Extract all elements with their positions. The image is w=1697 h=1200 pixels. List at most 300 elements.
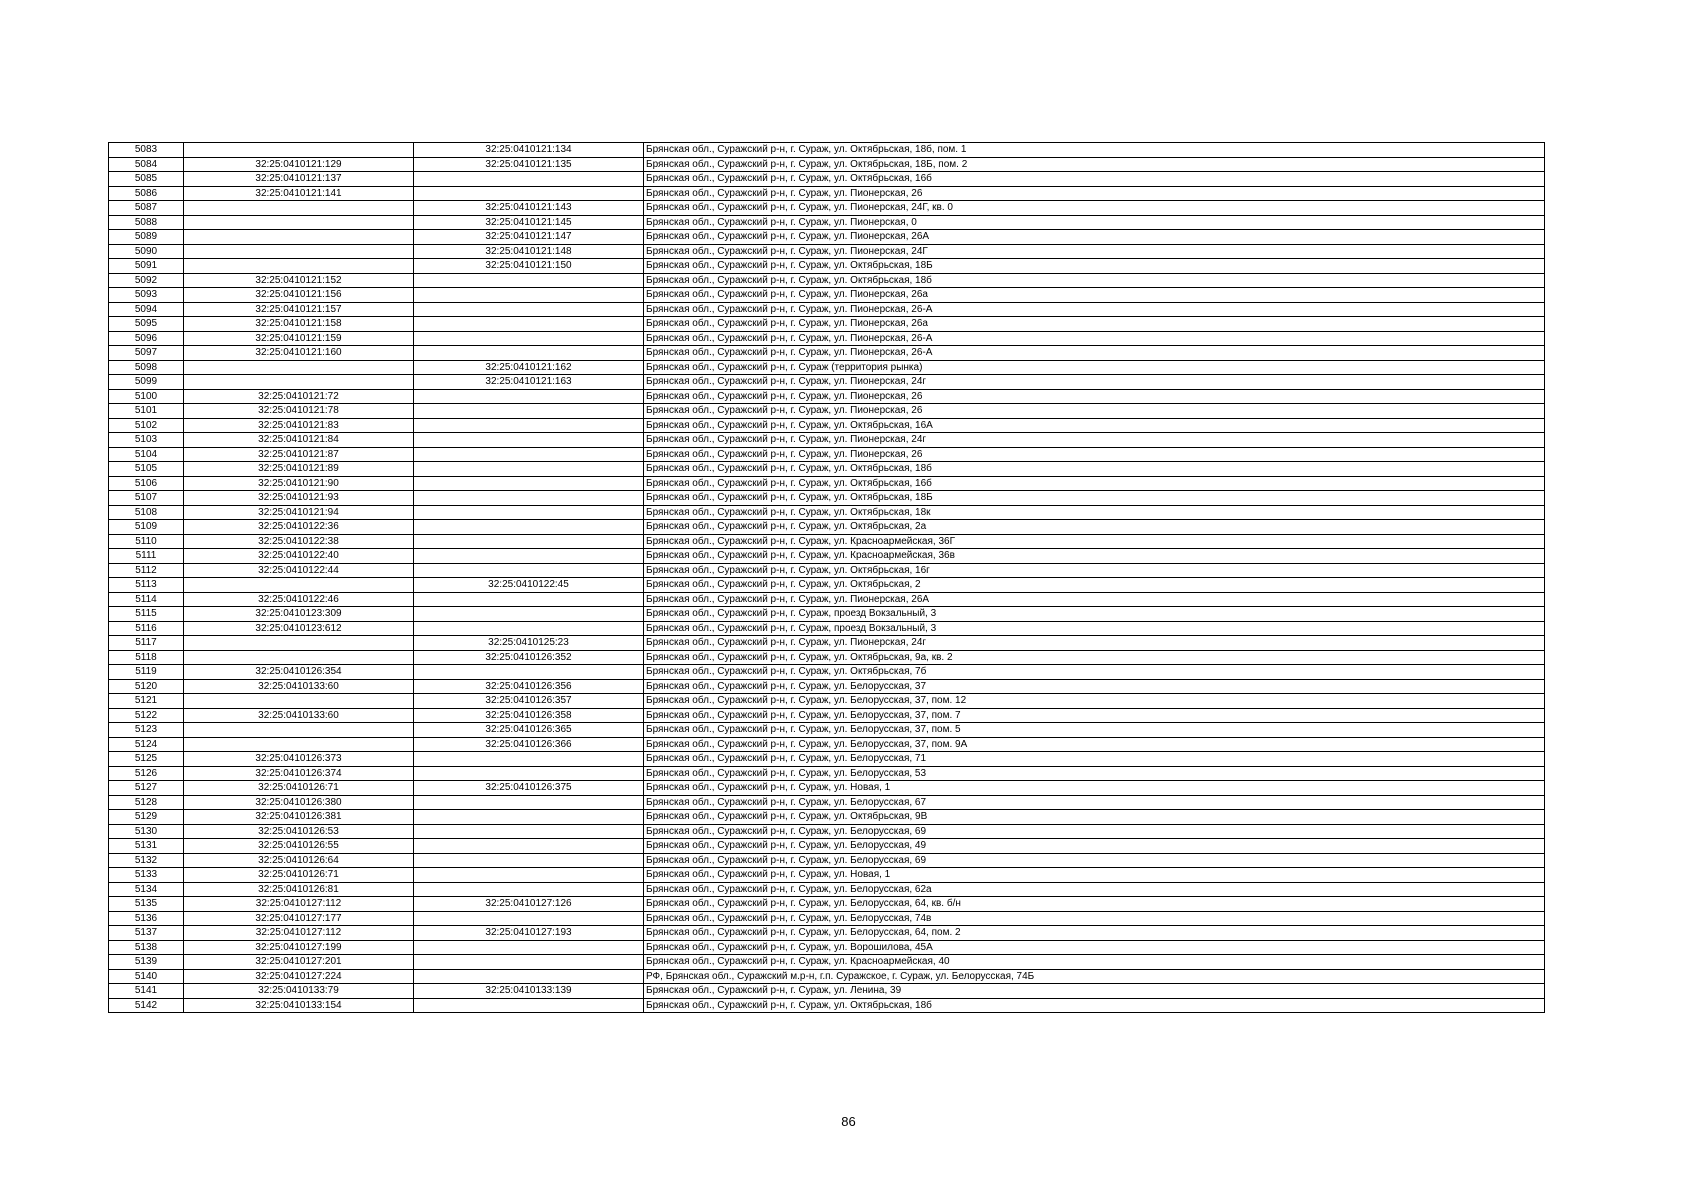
table-row <box>109 679 1545 694</box>
table-row <box>109 157 1545 172</box>
table-row <box>109 940 1545 955</box>
address-cell: Брянская обл., Суражский р-н, г. Сураж, ул. Пионерская, 26а <box>644 288 1545 303</box>
address-cell: Брянская обл., Суражский р-н, г. Сураж, ул. Белорусская, 53 <box>644 766 1545 781</box>
cadastral-number-cell: 32:25:0410133:60 <box>184 679 414 694</box>
building-number-cell <box>414 447 644 462</box>
cadastral-number-cell: 32:25:0410121:78 <box>184 404 414 419</box>
building-number-cell <box>414 824 644 839</box>
table-row <box>109 273 1545 288</box>
cadastral-number-cell: 32:25:0410126:53 <box>184 824 414 839</box>
table-row <box>109 853 1545 868</box>
row-number-cell: 5128 <box>109 795 184 810</box>
table-row <box>109 781 1545 796</box>
cadastral-number-cell: 32:25:0410121:83 <box>184 418 414 433</box>
row-number-cell: 5108 <box>109 505 184 520</box>
cadastral-number-cell: 32:25:0410121:93 <box>184 491 414 506</box>
table-row <box>109 607 1545 622</box>
address-cell: Брянская обл., Суражский р-н, г. Сураж, ул. Пионерская, 24г <box>644 375 1545 390</box>
cadastral-number-cell: 32:25:0410127:199 <box>184 940 414 955</box>
address-cell: Брянская обл., Суражский р-н, г. Сураж, ул. Октябрьская, 9а, кв. 2 <box>644 650 1545 665</box>
row-number-cell: 5083 <box>109 143 184 158</box>
building-number-cell <box>414 868 644 883</box>
table-row <box>109 186 1545 201</box>
row-number-cell: 5121 <box>109 694 184 709</box>
table-row <box>109 288 1545 303</box>
row-number-cell: 5122 <box>109 708 184 723</box>
row-number-cell: 5124 <box>109 737 184 752</box>
address-cell: Брянская обл., Суражский р-н, г. Сураж, ул. Пионерская, 26-А <box>644 302 1545 317</box>
cadastral-number-cell: 32:25:0410121:72 <box>184 389 414 404</box>
cadastral-number-cell: 32:25:0410127:177 <box>184 911 414 926</box>
cadastral-number-cell: 32:25:0410121:94 <box>184 505 414 520</box>
table-row <box>109 476 1545 491</box>
address-cell: Брянская обл., Суражский р-н, г. Сураж, ул. Белорусская, 71 <box>644 752 1545 767</box>
row-number-cell: 5134 <box>109 882 184 897</box>
table-row <box>109 737 1545 752</box>
table-row <box>109 578 1545 593</box>
address-cell: Брянская обл., Суражский р-н, г. Сураж, ул. Октябрьская, 18Б <box>644 491 1545 506</box>
address-cell: Брянская обл., Суражский р-н, г. Сураж, ул. Октябрьская, 16б <box>644 476 1545 491</box>
row-number-cell: 5113 <box>109 578 184 593</box>
registry-table <box>108 142 1545 1013</box>
cadastral-number-cell: 32:25:0410126:381 <box>184 810 414 825</box>
building-number-cell: 32:25:0410121:148 <box>414 244 644 259</box>
building-number-cell: 32:25:0410121:134 <box>414 143 644 158</box>
cadastral-number-cell: 32:25:0410122:38 <box>184 534 414 549</box>
table-row <box>109 505 1545 520</box>
cadastral-number-cell: 32:25:0410126:71 <box>184 781 414 796</box>
table-row <box>109 433 1545 448</box>
table-row <box>109 621 1545 636</box>
cadastral-number-cell: 32:25:0410127:224 <box>184 969 414 984</box>
building-number-cell: 32:25:0410121:150 <box>414 259 644 274</box>
building-number-cell <box>414 418 644 433</box>
table-row <box>109 795 1545 810</box>
cadastral-number-cell: 32:25:0410126:81 <box>184 882 414 897</box>
address-cell: Брянская обл., Суражский р-н, г. Сураж, ул. Пионерская, 26 <box>644 447 1545 462</box>
row-number-cell: 5111 <box>109 549 184 564</box>
table-row <box>109 244 1545 259</box>
address-cell: Брянская обл., Суражский р-н, г. Сураж, ул. Октябрьская, 18Б, пом. 2 <box>644 157 1545 172</box>
row-number-cell: 5117 <box>109 636 184 651</box>
table-row <box>109 592 1545 607</box>
address-cell: Брянская обл., Суражский р-н, г. Сураж, ул. Белорусская, 64, кв. б/н <box>644 897 1545 912</box>
row-number-cell: 5086 <box>109 186 184 201</box>
row-number-cell: 5092 <box>109 273 184 288</box>
building-number-cell <box>414 273 644 288</box>
cadastral-number-cell <box>184 201 414 216</box>
building-number-cell <box>414 853 644 868</box>
table-row <box>109 998 1545 1013</box>
cadastral-number-cell: 32:25:0410121:89 <box>184 462 414 477</box>
cadastral-number-cell: 32:25:0410121:87 <box>184 447 414 462</box>
building-number-cell <box>414 317 644 332</box>
table-row <box>109 201 1545 216</box>
address-cell: Брянская обл., Суражский р-н, г. Сураж, ул. Пионерская, 26-А <box>644 331 1545 346</box>
address-cell: Брянская обл., Суражский р-н, г. Сураж, ул. Октябрьская, 7б <box>644 665 1545 680</box>
row-number-cell: 5089 <box>109 230 184 245</box>
address-cell: Брянская обл., Суражский р-н, г. Сураж, ул. Белорусская, 62а <box>644 882 1545 897</box>
building-number-cell <box>414 955 644 970</box>
row-number-cell: 5094 <box>109 302 184 317</box>
building-number-cell <box>414 520 644 535</box>
cadastral-number-cell: 32:25:0410121:137 <box>184 172 414 187</box>
address-cell: Брянская обл., Суражский р-н, г. Сураж, ул. Октябрьская, 18к <box>644 505 1545 520</box>
cadastral-number-cell: 32:25:0410133:154 <box>184 998 414 1013</box>
address-cell: Брянская обл., Суражский р-н, г. Сураж, ул. Белорусская, 64, пом. 2 <box>644 926 1545 941</box>
row-number-cell: 5141 <box>109 984 184 999</box>
table-row <box>109 462 1545 477</box>
address-cell: Брянская обл., Суражский р-н, г. Сураж, ул. Пионерская, 26а <box>644 317 1545 332</box>
address-cell: Брянская обл., Суражский р-н, г. Сураж, ул. Октябрьская, 16А <box>644 418 1545 433</box>
cadastral-number-cell <box>184 230 414 245</box>
building-number-cell <box>414 969 644 984</box>
row-number-cell: 5114 <box>109 592 184 607</box>
cadastral-number-cell <box>184 244 414 259</box>
table-row <box>109 230 1545 245</box>
row-number-cell: 5129 <box>109 810 184 825</box>
table-row <box>109 317 1545 332</box>
address-cell: Брянская обл., Суражский р-н, г. Сураж, ул. Пионерская, 24г <box>644 636 1545 651</box>
table-row <box>109 969 1545 984</box>
address-cell: Брянская обл., Суражский р-н, г. Сураж, проезд Вокзальный, 3 <box>644 621 1545 636</box>
table-row <box>109 360 1545 375</box>
building-number-cell: 32:25:0410126:366 <box>414 737 644 752</box>
row-number-cell: 5125 <box>109 752 184 767</box>
table-row <box>109 708 1545 723</box>
cadastral-number-cell: 32:25:0410126:55 <box>184 839 414 854</box>
building-number-cell: 32:25:0410121:145 <box>414 215 644 230</box>
address-cell: Брянская обл., Суражский р-н, г. Сураж, ул. Белорусская, 69 <box>644 824 1545 839</box>
row-number-cell: 5084 <box>109 157 184 172</box>
row-number-cell: 5109 <box>109 520 184 535</box>
row-number-cell: 5091 <box>109 259 184 274</box>
row-number-cell: 5139 <box>109 955 184 970</box>
row-number-cell: 5116 <box>109 621 184 636</box>
building-number-cell <box>414 404 644 419</box>
building-number-cell: 32:25:0410126:352 <box>414 650 644 665</box>
building-number-cell: 32:25:0410122:45 <box>414 578 644 593</box>
address-cell: Брянская обл., Суражский р-н, г. Сураж, ул. Белорусская, 37, пом. 5 <box>644 723 1545 738</box>
cadastral-number-cell: 32:25:0410121:152 <box>184 273 414 288</box>
cadastral-number-cell <box>184 723 414 738</box>
row-number-cell: 5096 <box>109 331 184 346</box>
row-number-cell: 5090 <box>109 244 184 259</box>
building-number-cell <box>414 839 644 854</box>
table-row <box>109 694 1545 709</box>
address-cell: Брянская обл., Суражский р-н, г. Сураж, ул. Белорусская, 37, пом. 7 <box>644 708 1545 723</box>
building-number-cell <box>414 882 644 897</box>
building-number-cell: 32:25:0410121:162 <box>414 360 644 375</box>
building-number-cell: 32:25:0410121:147 <box>414 230 644 245</box>
building-number-cell <box>414 389 644 404</box>
registry-table-body <box>109 143 1545 1013</box>
address-cell: Брянская обл., Суражский р-н, г. Сураж, ул. Пионерская, 26-А <box>644 346 1545 361</box>
row-number-cell: 5138 <box>109 940 184 955</box>
address-cell: Брянская обл., Суражский р-н, г. Сураж, ул. Пионерская, 26А <box>644 592 1545 607</box>
cadastral-number-cell: 32:25:0410126:64 <box>184 853 414 868</box>
address-cell: Брянская обл., Суражский р-н, г. Сураж, ул. Белорусская, 37, пом. 12 <box>644 694 1545 709</box>
row-number-cell: 5107 <box>109 491 184 506</box>
address-cell: Брянская обл., Суражский р-н, г. Сураж, ул. Октябрьская, 16б <box>644 172 1545 187</box>
address-cell: Брянская обл., Суражский р-н, г. Сураж, ул. Красноармейская, 36Г <box>644 534 1545 549</box>
address-cell: Брянская обл., Суражский р-н, г. Сураж, ул. Октябрьская, 18Б <box>644 259 1545 274</box>
row-number-cell: 5105 <box>109 462 184 477</box>
table-row <box>109 491 1545 506</box>
address-cell: Брянская обл., Суражский р-н, г. Сураж, ул. Октябрьская, 9В <box>644 810 1545 825</box>
table-row <box>109 404 1545 419</box>
cadastral-number-cell: 32:25:0410121:84 <box>184 433 414 448</box>
building-number-cell: 32:25:0410126:356 <box>414 679 644 694</box>
address-cell: Брянская обл., Суражский р-н, г. Сураж, ул. Красноармейская, 36в <box>644 549 1545 564</box>
table-row <box>109 984 1545 999</box>
address-cell: Брянская обл., Суражский р-н, г. Сураж, ул. Пионерская, 26 <box>644 404 1545 419</box>
row-number-cell: 5085 <box>109 172 184 187</box>
building-number-cell <box>414 534 644 549</box>
address-cell: Брянская обл., Суражский р-н, г. Сураж, ул. Пионерская, 26 <box>644 186 1545 201</box>
cadastral-number-cell: 32:25:0410122:40 <box>184 549 414 564</box>
row-number-cell: 5093 <box>109 288 184 303</box>
cadastral-number-cell <box>184 143 414 158</box>
building-number-cell <box>414 186 644 201</box>
address-cell: Брянская обл., Суражский р-н, г. Сураж, ул. Белорусская, 67 <box>644 795 1545 810</box>
building-number-cell <box>414 433 644 448</box>
address-cell: Брянская обл., Суражский р-н, г. Сураж, ул. Октябрьская, 16г <box>644 563 1545 578</box>
row-number-cell: 5098 <box>109 360 184 375</box>
cadastral-number-cell: 32:25:0410127:201 <box>184 955 414 970</box>
cadastral-number-cell: 32:25:0410121:141 <box>184 186 414 201</box>
row-number-cell: 5088 <box>109 215 184 230</box>
building-number-cell: 32:25:0410121:163 <box>414 375 644 390</box>
cadastral-number-cell: 32:25:0410127:112 <box>184 926 414 941</box>
address-cell: Брянская обл., Суражский р-н, г. Сураж, ул. Ворошилова, 45А <box>644 940 1545 955</box>
building-number-cell: 32:25:0410125:23 <box>414 636 644 651</box>
cadastral-number-cell <box>184 650 414 665</box>
table-row <box>109 259 1545 274</box>
row-number-cell: 5106 <box>109 476 184 491</box>
address-cell: Брянская обл., Суражский р-н, г. Сураж, ул. Пионерская, 26 <box>644 389 1545 404</box>
table-row <box>109 723 1545 738</box>
address-cell: Брянская обл., Суражский р-н, г. Сураж, ул. Октябрьская, 18б <box>644 273 1545 288</box>
address-cell: Брянская обл., Суражский р-н, г. Сураж, ул. Пионерская, 24Г, кв. 0 <box>644 201 1545 216</box>
building-number-cell <box>414 592 644 607</box>
table-row <box>109 346 1545 361</box>
row-number-cell: 5126 <box>109 766 184 781</box>
row-number-cell: 5142 <box>109 998 184 1013</box>
cadastral-number-cell: 32:25:0410122:46 <box>184 592 414 607</box>
table-row <box>109 302 1545 317</box>
address-cell: Брянская обл., Суражский р-н, г. Сураж, ул. Белорусская, 74в <box>644 911 1545 926</box>
cadastral-number-cell <box>184 694 414 709</box>
table-row <box>109 172 1545 187</box>
building-number-cell <box>414 549 644 564</box>
building-number-cell <box>414 302 644 317</box>
table-row <box>109 955 1545 970</box>
address-cell: Брянская обл., Суражский р-н, г. Сураж, проезд Вокзальный, 3 <box>644 607 1545 622</box>
address-cell: Брянская обл., Суражский р-н, г. Сураж, ул. Белорусская, 69 <box>644 853 1545 868</box>
building-number-cell <box>414 476 644 491</box>
row-number-cell: 5104 <box>109 447 184 462</box>
table-row <box>109 810 1545 825</box>
table-row <box>109 766 1545 781</box>
building-number-cell: 32:25:0410126:375 <box>414 781 644 796</box>
cadastral-number-cell <box>184 578 414 593</box>
cadastral-number-cell: 32:25:0410126:373 <box>184 752 414 767</box>
row-number-cell: 5112 <box>109 563 184 578</box>
building-number-cell: 32:25:0410133:139 <box>414 984 644 999</box>
cadastral-number-cell: 32:25:0410121:158 <box>184 317 414 332</box>
row-number-cell: 5130 <box>109 824 184 839</box>
row-number-cell: 5103 <box>109 433 184 448</box>
building-number-cell <box>414 607 644 622</box>
address-cell: Брянская обл., Суражский р-н, г. Сураж, ул. Белорусская, 37, пом. 9А <box>644 737 1545 752</box>
address-cell: Брянская обл., Суражский р-н, г. Сураж, ул. Октябрьская, 18б <box>644 462 1545 477</box>
cadastral-number-cell <box>184 737 414 752</box>
building-number-cell <box>414 172 644 187</box>
building-number-cell <box>414 346 644 361</box>
building-number-cell <box>414 491 644 506</box>
cadastral-number-cell: 32:25:0410121:156 <box>184 288 414 303</box>
row-number-cell: 5100 <box>109 389 184 404</box>
cadastral-number-cell <box>184 375 414 390</box>
cadastral-number-cell: 32:25:0410126:71 <box>184 868 414 883</box>
row-number-cell: 5087 <box>109 201 184 216</box>
row-number-cell: 5099 <box>109 375 184 390</box>
table-row <box>109 926 1545 941</box>
table-row <box>109 839 1545 854</box>
row-number-cell: 5102 <box>109 418 184 433</box>
building-number-cell: 32:25:0410126:357 <box>414 694 644 709</box>
building-number-cell <box>414 505 644 520</box>
address-cell: Брянская обл., Суражский р-н, г. Сураж, ул. Новая, 1 <box>644 868 1545 883</box>
cadastral-number-cell <box>184 215 414 230</box>
address-cell: РФ, Брянская обл., Суражский м.р-н, г.п. Суражское, г. Сураж, ул. Белорусская, 74Б <box>644 969 1545 984</box>
building-number-cell <box>414 911 644 926</box>
address-cell: Брянская обл., Суражский р-н, г. Сураж, ул. Белорусская, 49 <box>644 839 1545 854</box>
cadastral-number-cell: 32:25:0410127:112 <box>184 897 414 912</box>
table-row <box>109 549 1545 564</box>
building-number-cell: 32:25:0410126:358 <box>414 708 644 723</box>
row-number-cell: 5137 <box>109 926 184 941</box>
row-number-cell: 5133 <box>109 868 184 883</box>
cadastral-number-cell: 32:25:0410133:79 <box>184 984 414 999</box>
address-cell: Брянская обл., Суражский р-н, г. Сураж (территория рынка) <box>644 360 1545 375</box>
row-number-cell: 5131 <box>109 839 184 854</box>
cadastral-number-cell <box>184 636 414 651</box>
cadastral-number-cell: 32:25:0410123:309 <box>184 607 414 622</box>
cadastral-number-cell: 32:25:0410121:159 <box>184 331 414 346</box>
cadastral-number-cell <box>184 259 414 274</box>
address-cell: Брянская обл., Суражский р-н, г. Сураж, ул. Октябрьская, 2 <box>644 578 1545 593</box>
building-number-cell: 32:25:0410121:135 <box>414 157 644 172</box>
table-row <box>109 331 1545 346</box>
cadastral-number-cell: 32:25:0410126:374 <box>184 766 414 781</box>
address-cell: Брянская обл., Суражский р-н, г. Сураж, ул. Белорусская, 37 <box>644 679 1545 694</box>
building-number-cell <box>414 752 644 767</box>
building-number-cell <box>414 998 644 1013</box>
row-number-cell: 5110 <box>109 534 184 549</box>
address-cell: Брянская обл., Суражский р-н, г. Сураж, ул. Новая, 1 <box>644 781 1545 796</box>
row-number-cell: 5097 <box>109 346 184 361</box>
address-cell: Брянская обл., Суражский р-н, г. Сураж, ул. Октябрьская, 18б, пом. 1 <box>644 143 1545 158</box>
row-number-cell: 5101 <box>109 404 184 419</box>
table-row <box>109 911 1545 926</box>
row-number-cell: 5119 <box>109 665 184 680</box>
cadastral-number-cell: 32:25:0410121:129 <box>184 157 414 172</box>
building-number-cell <box>414 766 644 781</box>
building-number-cell <box>414 621 644 636</box>
table-row <box>109 636 1545 651</box>
table-row <box>109 520 1545 535</box>
building-number-cell <box>414 665 644 680</box>
cadastral-number-cell: 32:25:0410126:380 <box>184 795 414 810</box>
row-number-cell: 5115 <box>109 607 184 622</box>
table-row <box>109 375 1545 390</box>
building-number-cell <box>414 940 644 955</box>
address-cell: Брянская обл., Суражский р-н, г. Сураж, ул. Пионерская, 0 <box>644 215 1545 230</box>
cadastral-number-cell: 32:25:0410122:36 <box>184 520 414 535</box>
table-row <box>109 215 1545 230</box>
page-number: 86 <box>841 1114 856 1129</box>
table-row <box>109 447 1545 462</box>
cadastral-number-cell <box>184 360 414 375</box>
building-number-cell: 32:25:0410126:365 <box>414 723 644 738</box>
table-row <box>109 897 1545 912</box>
cadastral-number-cell: 32:25:0410121:160 <box>184 346 414 361</box>
table-row <box>109 389 1545 404</box>
cadastral-number-cell: 32:25:0410121:90 <box>184 476 414 491</box>
address-cell: Брянская обл., Суражский р-н, г. Сураж, ул. Пионерская, 24г <box>644 433 1545 448</box>
building-number-cell <box>414 462 644 477</box>
row-number-cell: 5123 <box>109 723 184 738</box>
table-row <box>109 534 1545 549</box>
building-number-cell <box>414 795 644 810</box>
address-cell: Брянская обл., Суражский р-н, г. Сураж, ул. Октябрьская, 18б <box>644 998 1545 1013</box>
cadastral-number-cell: 32:25:0410126:354 <box>184 665 414 680</box>
table-row <box>109 143 1545 158</box>
table-row <box>109 752 1545 767</box>
cadastral-number-cell: 32:25:0410122:44 <box>184 563 414 578</box>
address-cell: Брянская обл., Суражский р-н, г. Сураж, ул. Пионерская, 26А <box>644 230 1545 245</box>
address-cell: Брянская обл., Суражский р-н, г. Сураж, ул. Ленина, 39 <box>644 984 1545 999</box>
row-number-cell: 5095 <box>109 317 184 332</box>
cadastral-number-cell: 32:25:0410123:612 <box>184 621 414 636</box>
building-number-cell <box>414 331 644 346</box>
row-number-cell: 5136 <box>109 911 184 926</box>
row-number-cell: 5132 <box>109 853 184 868</box>
address-cell: Брянская обл., Суражский р-н, г. Сураж, ул. Красноармейская, 40 <box>644 955 1545 970</box>
building-number-cell <box>414 810 644 825</box>
table-row <box>109 824 1545 839</box>
cadastral-number-cell: 32:25:0410121:157 <box>184 302 414 317</box>
table-row <box>109 882 1545 897</box>
building-number-cell: 32:25:0410127:126 <box>414 897 644 912</box>
table-row <box>109 665 1545 680</box>
address-cell: Брянская обл., Суражский р-н, г. Сураж, ул. Октябрьская, 2а <box>644 520 1545 535</box>
building-number-cell <box>414 563 644 578</box>
building-number-cell: 32:25:0410121:143 <box>414 201 644 216</box>
table-row <box>109 563 1545 578</box>
table-row <box>109 418 1545 433</box>
row-number-cell: 5135 <box>109 897 184 912</box>
row-number-cell: 5127 <box>109 781 184 796</box>
row-number-cell: 5118 <box>109 650 184 665</box>
building-number-cell <box>414 288 644 303</box>
cadastral-number-cell: 32:25:0410133:60 <box>184 708 414 723</box>
address-cell: Брянская обл., Суражский р-н, г. Сураж, ул. Пионерская, 24Г <box>644 244 1545 259</box>
row-number-cell: 5120 <box>109 679 184 694</box>
table-row <box>109 650 1545 665</box>
